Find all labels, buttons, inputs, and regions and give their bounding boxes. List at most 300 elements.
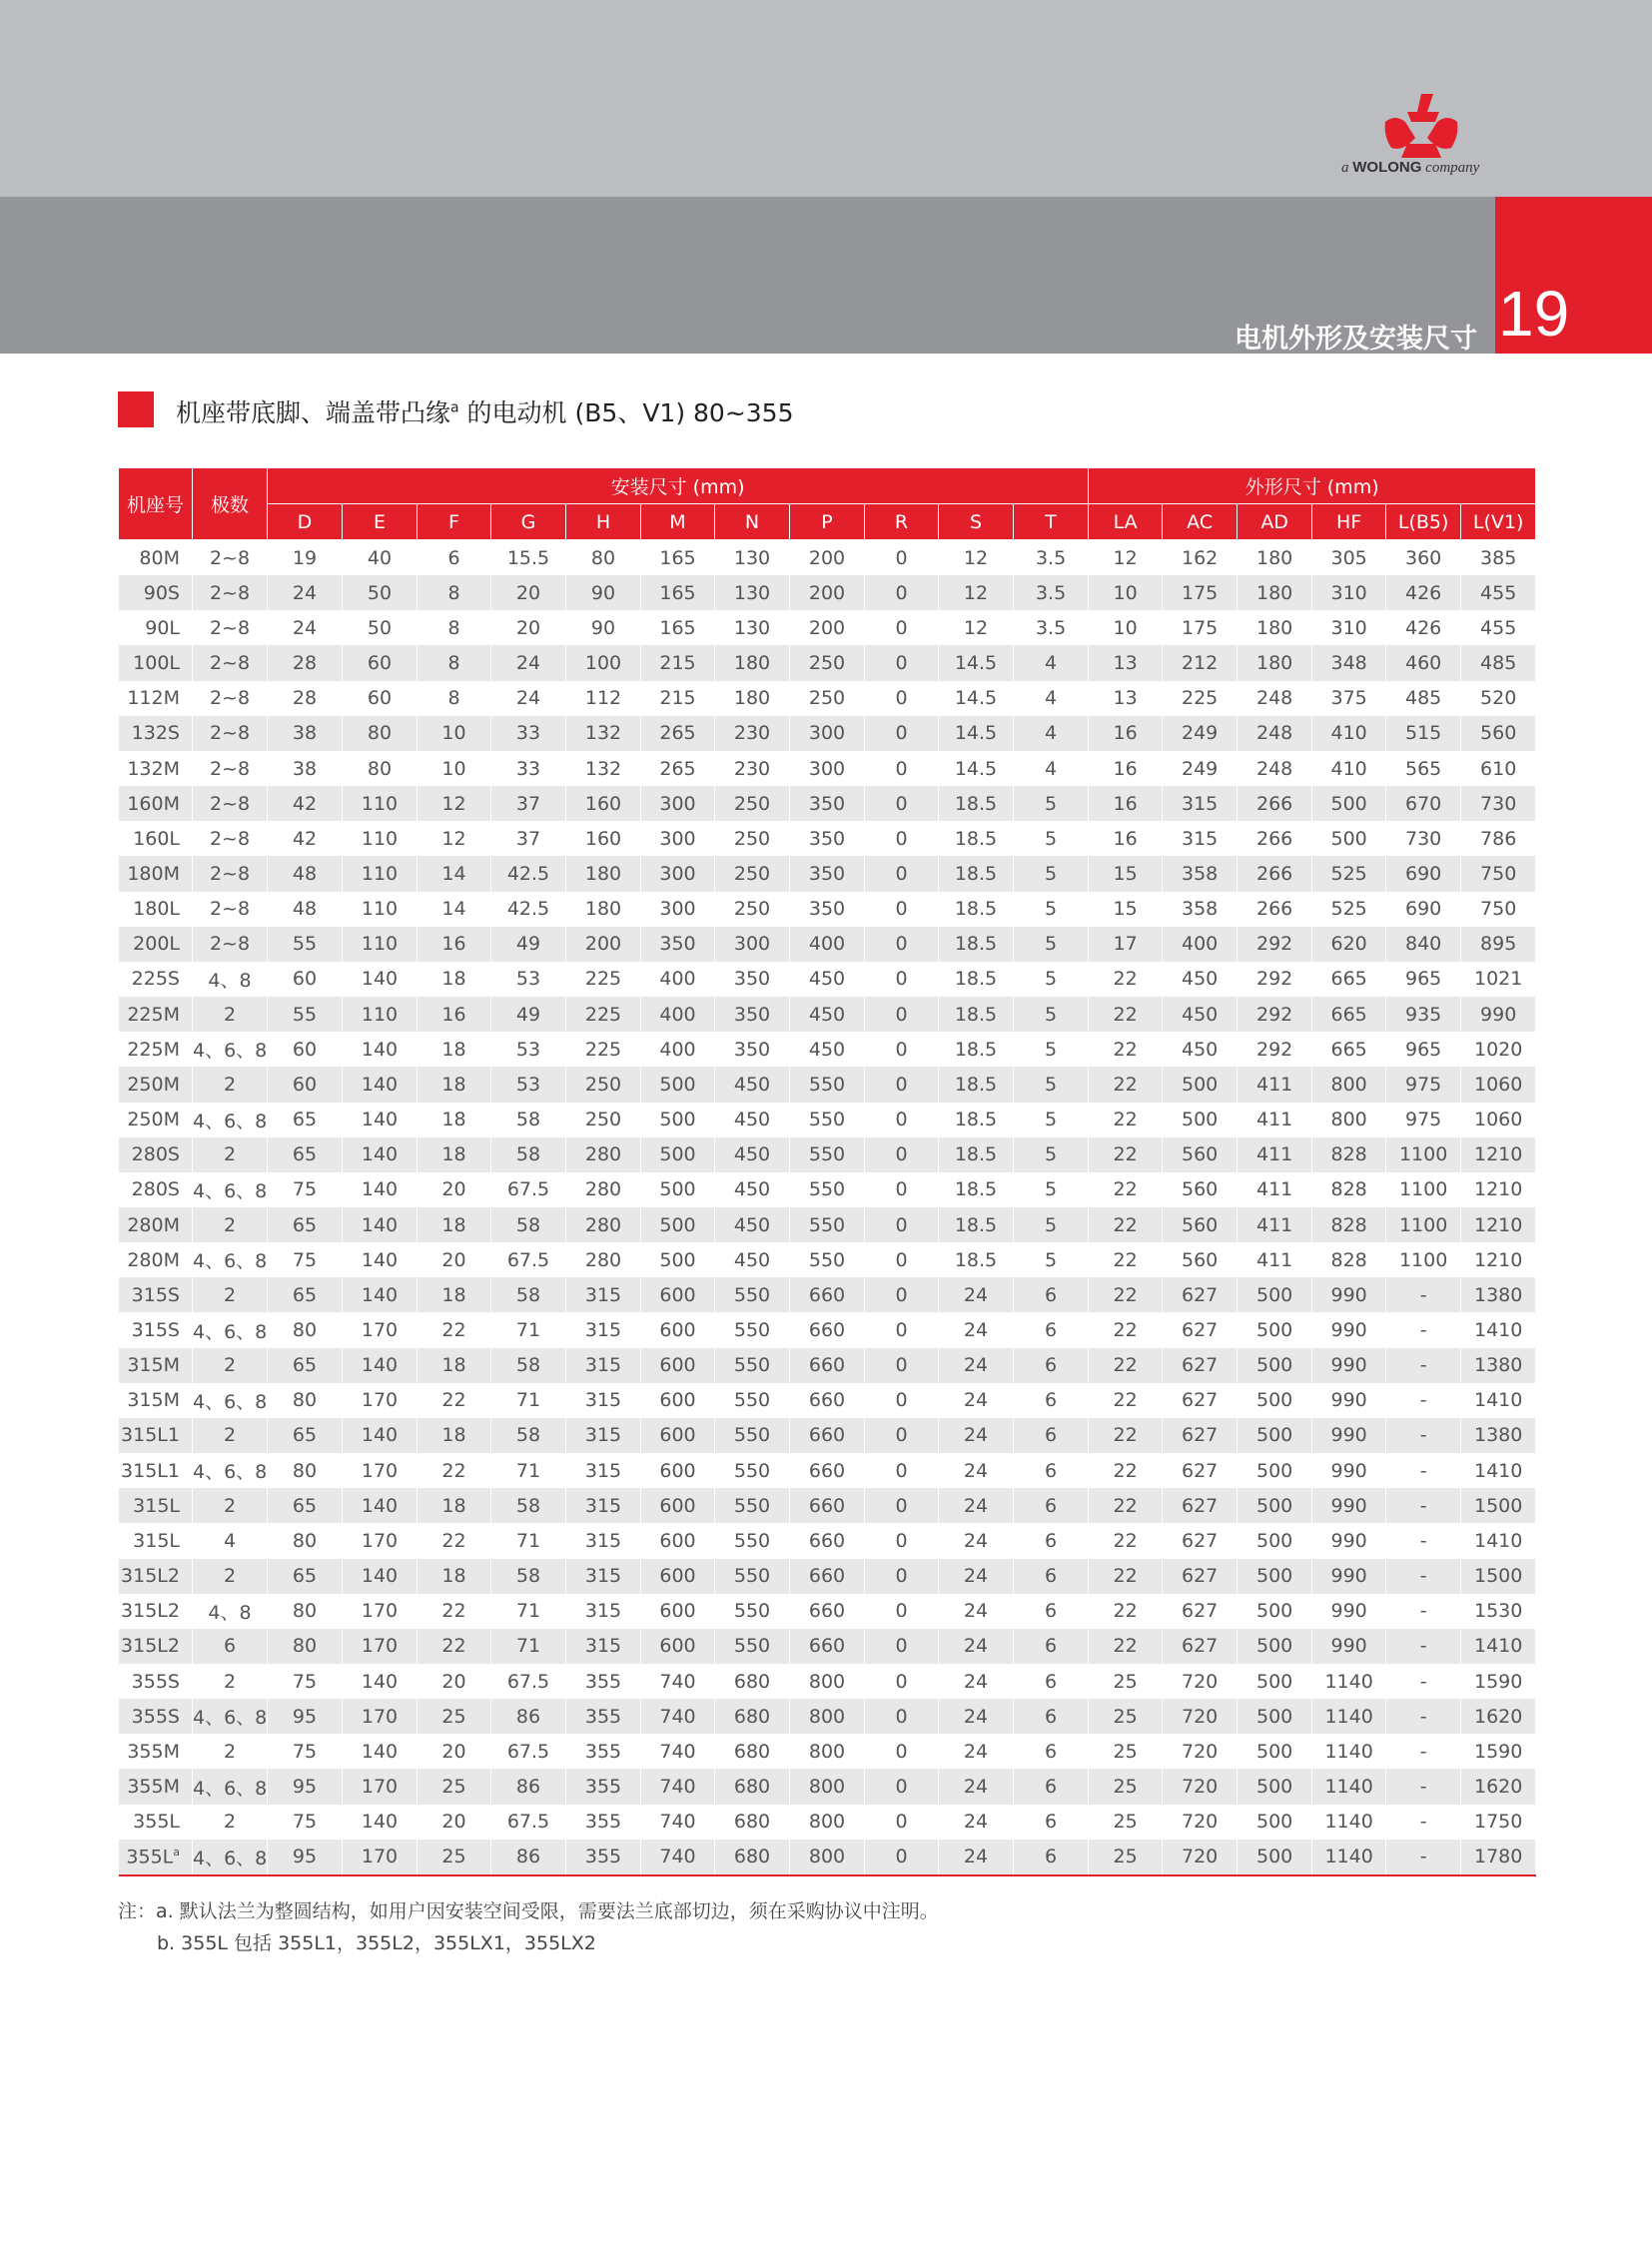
dimension-cell: 550 [715, 1594, 790, 1629]
poles-cell: 2~8 [193, 716, 268, 751]
dimension-cell: 1210 [1461, 1137, 1536, 1172]
dimension-cell: 80 [268, 1312, 343, 1347]
dimension-cell: 24 [939, 1699, 1014, 1734]
dimension-cell: 248 [1238, 716, 1312, 751]
dimension-cell: 266 [1238, 856, 1312, 891]
dimension-cell: 24 [939, 1629, 1014, 1664]
dimension-cell: 22 [1089, 1418, 1163, 1453]
brand-tagline [1341, 159, 1479, 177]
dimension-cell: 450 [790, 962, 865, 997]
dimension-cell: 40 [343, 540, 417, 576]
column-header: L(B5) [1386, 504, 1461, 540]
dimension-cell: 71 [491, 1453, 566, 1488]
dimension-cell: 18.5 [939, 821, 1014, 856]
dimension-cell: - [1386, 1312, 1461, 1347]
dimension-cell: 627 [1163, 1488, 1238, 1523]
dimension-cell: 18.5 [939, 892, 1014, 927]
dimension-cell: - [1386, 1277, 1461, 1312]
frame-cell: 280S [119, 1137, 193, 1172]
dimension-cell: 25 [1089, 1769, 1163, 1804]
dimension-cell: 1210 [1461, 1207, 1536, 1242]
dimension-cell: - [1386, 1453, 1461, 1488]
dimension-cell: 410 [1312, 751, 1386, 786]
dimension-cell: 550 [715, 1312, 790, 1347]
frame-cell: 100L [119, 645, 193, 680]
dimension-cell: 5 [1014, 892, 1089, 927]
table-row [119, 892, 1536, 927]
dimension-cell: 6 [1014, 1312, 1089, 1347]
dimension-cell: 14.5 [939, 716, 1014, 751]
dimension-cell: 500 [1238, 1523, 1312, 1558]
dimension-cell: 660 [790, 1488, 865, 1523]
dimension-cell: 305 [1312, 540, 1386, 576]
dimension-cell: 225 [566, 962, 641, 997]
dimension-cell: 18.5 [939, 962, 1014, 997]
poles-cell: 4、8 [193, 1594, 268, 1629]
dimension-cell: 828 [1312, 1207, 1386, 1242]
column-header: N [715, 504, 790, 540]
dimension-cell: 550 [715, 1383, 790, 1418]
dimension-cell: 280 [566, 1242, 641, 1277]
frame-cell: 132S [119, 716, 193, 751]
dimension-cell: 65 [268, 1418, 343, 1453]
dimension-cell: 33 [491, 716, 566, 751]
dimension-cell: 0 [865, 892, 939, 927]
dimension-cell: 550 [715, 1559, 790, 1594]
dimension-cell: 215 [641, 681, 715, 716]
dimension-cell: 0 [865, 681, 939, 716]
dimension-cell: 300 [641, 786, 715, 821]
dimension-cell: 6 [1014, 1488, 1089, 1523]
dimension-cell: 500 [641, 1242, 715, 1277]
dimension-cell: 990 [1312, 1594, 1386, 1629]
dimension-cell: 411 [1238, 1242, 1312, 1277]
frame-cell: 225M [119, 1032, 193, 1067]
frame-cell: 315M [119, 1383, 193, 1418]
dimension-cell: 22 [1089, 1594, 1163, 1629]
dimension-cell: 17 [1089, 927, 1163, 962]
dimension-cell: 730 [1461, 786, 1536, 821]
dimension-cell: 140 [343, 1032, 417, 1067]
dimension-cell: 660 [790, 1594, 865, 1629]
dimension-cell: 0 [865, 1207, 939, 1242]
table-row [119, 1769, 1536, 1804]
dimension-cell: 175 [1163, 575, 1238, 610]
dimension-cell: 140 [343, 962, 417, 997]
dimension-cell: 65 [268, 1488, 343, 1523]
dimension-cell: 18 [417, 1277, 491, 1312]
dimension-cell: 60 [268, 1032, 343, 1067]
dimension-cell: 660 [790, 1383, 865, 1418]
dimension-cell: 14.5 [939, 645, 1014, 680]
dimension-cell: 162 [1163, 540, 1238, 576]
dimension-cell: 24 [939, 1734, 1014, 1769]
dimension-cell: 500 [1163, 1103, 1238, 1137]
dimension-cell: 550 [715, 1488, 790, 1523]
dimension-cell: 895 [1461, 927, 1536, 962]
frame-cell: 250M [119, 1067, 193, 1102]
dimension-cell: 500 [1238, 1769, 1312, 1804]
dimension-cell: 315 [566, 1629, 641, 1664]
dimension-cell: 550 [715, 1523, 790, 1558]
frame-cell: 355M [119, 1769, 193, 1804]
dimension-cell: 266 [1238, 821, 1312, 856]
dimension-cell: 200 [790, 610, 865, 645]
dimension-cell: 720 [1163, 1769, 1238, 1804]
dimension-cell: 350 [715, 1032, 790, 1067]
dimension-cell: 18 [417, 1488, 491, 1523]
dimension-cell: 1380 [1461, 1277, 1536, 1312]
dimension-cell: 600 [641, 1488, 715, 1523]
dimension-cell: 60 [343, 681, 417, 716]
dimension-cell: 450 [715, 1242, 790, 1277]
wolong-logo-icon [1381, 92, 1461, 162]
dimension-cell: 75 [268, 1734, 343, 1769]
table-row [119, 681, 1536, 716]
dimension-cell: 740 [641, 1734, 715, 1769]
dimension-cell: 0 [865, 645, 939, 680]
dimension-cell: 25 [1089, 1734, 1163, 1769]
dimension-cell: 71 [491, 1523, 566, 1558]
dimension-cell: 6 [1014, 1348, 1089, 1383]
dimension-cell: 22 [1089, 1488, 1163, 1523]
dimension-cell: 22 [1089, 1172, 1163, 1207]
dimension-cell: 355 [566, 1840, 641, 1875]
dimension-cell: 0 [865, 1137, 939, 1172]
dimension-cell: 8 [417, 610, 491, 645]
dimension-cell: 1140 [1312, 1734, 1386, 1769]
dimension-cell: 132 [566, 751, 641, 786]
dimension-cell: 411 [1238, 1172, 1312, 1207]
dimension-cell: 24 [268, 575, 343, 610]
frame-cell: 315L2 [119, 1559, 193, 1594]
dimension-cell: 450 [1163, 962, 1238, 997]
poles-cell: 2 [193, 1418, 268, 1453]
dimension-cell: 24 [939, 1664, 1014, 1699]
dimension-cell: 500 [1238, 1734, 1312, 1769]
poles-cell: 2 [193, 1488, 268, 1523]
dimension-cell: 350 [790, 856, 865, 891]
table-row [119, 1242, 1536, 1277]
dimension-cell: 410 [1312, 716, 1386, 751]
dimension-cell: 22 [1089, 1207, 1163, 1242]
dimension-cell: 112 [566, 681, 641, 716]
dimension-cell: 385 [1461, 540, 1536, 576]
table-body [119, 540, 1536, 1875]
dimension-cell: 0 [865, 1032, 939, 1067]
dimension-cell: 0 [865, 1067, 939, 1102]
dimension-cell: 86 [491, 1699, 566, 1734]
dimension-cell: 132 [566, 716, 641, 751]
poles-cell: 2~8 [193, 540, 268, 576]
dimension-cell: 12 [939, 575, 1014, 610]
dimension-cell: 450 [1163, 997, 1238, 1032]
dimension-cell: 86 [491, 1840, 566, 1875]
dimension-cell: 8 [417, 575, 491, 610]
dimension-cell: 19 [268, 540, 343, 576]
column-header: S [939, 504, 1014, 540]
dimension-cell: 6 [1014, 1664, 1089, 1699]
dimension-cell: 22 [417, 1453, 491, 1488]
frame-cell: 280S [119, 1172, 193, 1207]
dimension-cell: 90 [566, 610, 641, 645]
dimension-cell: 0 [865, 1242, 939, 1277]
dimension-cell: 1410 [1461, 1383, 1536, 1418]
dimension-cell: - [1386, 1348, 1461, 1383]
dimension-cell: 20 [417, 1664, 491, 1699]
dimension-cell: 140 [343, 1805, 417, 1840]
heading-marker [118, 391, 154, 427]
dimension-cell: 180 [715, 645, 790, 680]
frame-cell: 315S [119, 1277, 193, 1312]
dimension-cell: 1100 [1386, 1242, 1461, 1277]
poles-cell: 2~8 [193, 786, 268, 821]
dimension-cell: 230 [715, 716, 790, 751]
dimension-cell: 22 [1089, 1277, 1163, 1312]
dimension-cell: 6 [1014, 1277, 1089, 1312]
poles-cell: 4、6、8 [193, 1312, 268, 1347]
dimension-cell: 350 [790, 892, 865, 927]
dimension-cell: 358 [1163, 892, 1238, 927]
dimension-cell: 18 [417, 1348, 491, 1383]
dimension-cell: 90 [566, 575, 641, 610]
dimension-cell: 0 [865, 856, 939, 891]
dimension-cell: 249 [1163, 751, 1238, 786]
poles-cell: 4、6、8 [193, 1453, 268, 1488]
dimension-cell: 350 [715, 962, 790, 997]
frame-cell: 355S [119, 1699, 193, 1734]
dimension-cell: 500 [641, 1207, 715, 1242]
dimension-cell: 0 [865, 927, 939, 962]
dimension-cell: 20 [491, 610, 566, 645]
dimension-cell: 22 [1089, 1242, 1163, 1277]
dimension-cell: 1380 [1461, 1348, 1536, 1383]
dimension-cell: 170 [343, 1523, 417, 1558]
frame-cell: 280M [119, 1207, 193, 1242]
dimension-cell: 5 [1014, 856, 1089, 891]
frame-cell: 160M [119, 786, 193, 821]
dimension-cell: 58 [491, 1418, 566, 1453]
dimension-cell: 450 [715, 1207, 790, 1242]
poles-cell: 6 [193, 1629, 268, 1664]
poles-cell: 4、6、8 [193, 1383, 268, 1418]
tagline-prefix: a [1341, 160, 1349, 176]
dimension-cell: 1020 [1461, 1032, 1536, 1067]
dimension-cell: 22 [417, 1523, 491, 1558]
column-header: P [790, 504, 865, 540]
column-header: F [417, 504, 491, 540]
table-row [119, 1032, 1536, 1067]
dimension-cell: 500 [641, 1172, 715, 1207]
dimension-cell: 990 [1312, 1523, 1386, 1558]
poles-cell: 2 [193, 1207, 268, 1242]
dimension-cell: 80 [268, 1629, 343, 1664]
dimension-cell: 500 [641, 1103, 715, 1137]
dimension-cell: 358 [1163, 856, 1238, 891]
poles-cell: 4、6、8 [193, 1032, 268, 1067]
dimension-cell: 80 [566, 540, 641, 576]
poles-cell: 4、6、8 [193, 1840, 268, 1875]
dimension-cell: 13 [1089, 681, 1163, 716]
dimension-cell: 67.5 [491, 1734, 566, 1769]
dimension-cell: 315 [1163, 786, 1238, 821]
dimension-cell: 0 [865, 997, 939, 1032]
dimension-cell: 627 [1163, 1523, 1238, 1558]
table-row [119, 1312, 1536, 1347]
dimension-cell: 22 [1089, 1453, 1163, 1488]
dimension-cell: 15 [1089, 892, 1163, 927]
dimension-cell: 990 [1461, 997, 1536, 1032]
dimension-cell: 22 [1089, 1383, 1163, 1418]
dimension-cell: 348 [1312, 645, 1386, 680]
table-row [119, 1734, 1536, 1769]
table-row [119, 1699, 1536, 1734]
dimension-cell: 627 [1163, 1312, 1238, 1347]
table-row [119, 1348, 1536, 1383]
dimension-cell: 1780 [1461, 1840, 1536, 1875]
dimension-cell: 10 [417, 716, 491, 751]
frame-cell: 315L2 [119, 1629, 193, 1664]
dimension-cell: 175 [1163, 610, 1238, 645]
poles-cell: 2~8 [193, 645, 268, 680]
dimension-cell: 600 [641, 1383, 715, 1418]
dimension-cell: 18 [417, 1207, 491, 1242]
dimension-cell: 411 [1238, 1067, 1312, 1102]
poles-cell: 2~8 [193, 892, 268, 927]
dimension-cell: 292 [1238, 997, 1312, 1032]
dimension-cell: 24 [939, 1312, 1014, 1347]
dimension-cell: 15 [1089, 856, 1163, 891]
dimension-cell: 0 [865, 716, 939, 751]
dimension-cell: 375 [1312, 681, 1386, 716]
dimension-cell: 680 [715, 1664, 790, 1699]
dimension-cell: 310 [1312, 610, 1386, 645]
poles-cell: 4、8 [193, 962, 268, 997]
dimension-cell: 170 [343, 1594, 417, 1629]
poles-cell: 2 [193, 1559, 268, 1594]
dimension-cell: 18.5 [939, 1207, 1014, 1242]
dimension-cell: 170 [343, 1699, 417, 1734]
dimension-cell: 180 [1238, 575, 1312, 610]
dimension-cell: 680 [715, 1769, 790, 1804]
dimension-cell: 990 [1312, 1277, 1386, 1312]
column-header: L(V1) [1461, 504, 1536, 540]
dimension-cell: 22 [1089, 1629, 1163, 1664]
dimension-cell: 25 [1089, 1699, 1163, 1734]
dimension-cell: 350 [790, 786, 865, 821]
dimension-cell: 315 [566, 1277, 641, 1312]
dimension-cell: 550 [715, 1453, 790, 1488]
dimension-cell: 828 [1312, 1137, 1386, 1172]
dimension-cell: 550 [790, 1137, 865, 1172]
footnotes [118, 1895, 939, 1959]
table-row [119, 1488, 1536, 1523]
dimension-cell: 680 [715, 1734, 790, 1769]
dimension-cell: 6 [1014, 1418, 1089, 1453]
dimension-cell: 200 [566, 927, 641, 962]
table-row [119, 1103, 1536, 1137]
table-row [119, 856, 1536, 891]
dimension-cell: 22 [1089, 962, 1163, 997]
poles-cell: 2~8 [193, 751, 268, 786]
dimension-cell: 450 [715, 1137, 790, 1172]
dimension-cell: 990 [1312, 1418, 1386, 1453]
poles-cell: 2~8 [193, 927, 268, 962]
dimension-cell: - [1386, 1805, 1461, 1840]
dimension-cell: 660 [790, 1523, 865, 1558]
dimension-cell: 0 [865, 1277, 939, 1312]
table-row [119, 1805, 1536, 1840]
table-row [119, 1664, 1536, 1699]
dimension-cell: 740 [641, 1769, 715, 1804]
dimension-cell: 80 [343, 716, 417, 751]
dimension-cell: 95 [268, 1769, 343, 1804]
dimension-cell: 500 [1238, 1559, 1312, 1594]
poles-cell: 4、6、8 [193, 1699, 268, 1734]
dimension-cell: 50 [343, 575, 417, 610]
dimension-cell: 37 [491, 786, 566, 821]
dimension-cell: 42 [268, 821, 343, 856]
dimension-cell: 1060 [1461, 1067, 1536, 1102]
dimension-cell: 65 [268, 1207, 343, 1242]
dimension-cell: 18 [417, 1559, 491, 1594]
dimension-cell: 600 [641, 1418, 715, 1453]
dimension-cell: 665 [1312, 1032, 1386, 1067]
table-row [119, 1453, 1536, 1488]
poles-cell: 2 [193, 1137, 268, 1172]
table-row [119, 997, 1536, 1032]
heading-footnote-mark: a [450, 399, 459, 416]
dimension-cell: 315 [566, 1383, 641, 1418]
dimension-cell: 627 [1163, 1594, 1238, 1629]
dimension-cell: 665 [1312, 962, 1386, 997]
table-row [119, 751, 1536, 786]
dimension-cell: 130 [715, 575, 790, 610]
dimension-cell: 627 [1163, 1629, 1238, 1664]
dimension-cell: 800 [1312, 1067, 1386, 1102]
dimension-cell: 600 [641, 1453, 715, 1488]
dimension-cell: 20 [417, 1172, 491, 1207]
dimension-cell: 660 [790, 1559, 865, 1594]
dimension-cell: 411 [1238, 1207, 1312, 1242]
dimension-cell: 0 [865, 575, 939, 610]
dimension-cell: 60 [268, 1067, 343, 1102]
dimension-cell: 1380 [1461, 1418, 1536, 1453]
dimension-cell: 170 [343, 1312, 417, 1347]
dimension-cell: 600 [641, 1312, 715, 1347]
dimension-cell: 24 [939, 1594, 1014, 1629]
poles-cell: 4、6、8 [193, 1769, 268, 1804]
dimension-cell: 680 [715, 1805, 790, 1840]
dimension-cell: 18 [417, 962, 491, 997]
tagline-brand: WOLONG [1352, 159, 1422, 176]
dimension-cell: 315 [566, 1523, 641, 1558]
dimension-cell: - [1386, 1594, 1461, 1629]
dimension-cell: 0 [865, 1629, 939, 1664]
dimension-cell: 80 [343, 751, 417, 786]
frame-cell: 160L [119, 821, 193, 856]
dimension-cell: 500 [1312, 821, 1386, 856]
dimension-cell: 550 [790, 1242, 865, 1277]
dimension-cell: 67.5 [491, 1172, 566, 1207]
poles-cell: 2~8 [193, 856, 268, 891]
dimension-cell: 1140 [1312, 1699, 1386, 1734]
dimension-cell: 25 [1089, 1664, 1163, 1699]
dimension-cell: 86 [491, 1769, 566, 1804]
table-row [119, 1172, 1536, 1207]
dimension-cell: 18.5 [939, 856, 1014, 891]
dimension-cell: 8 [417, 645, 491, 680]
